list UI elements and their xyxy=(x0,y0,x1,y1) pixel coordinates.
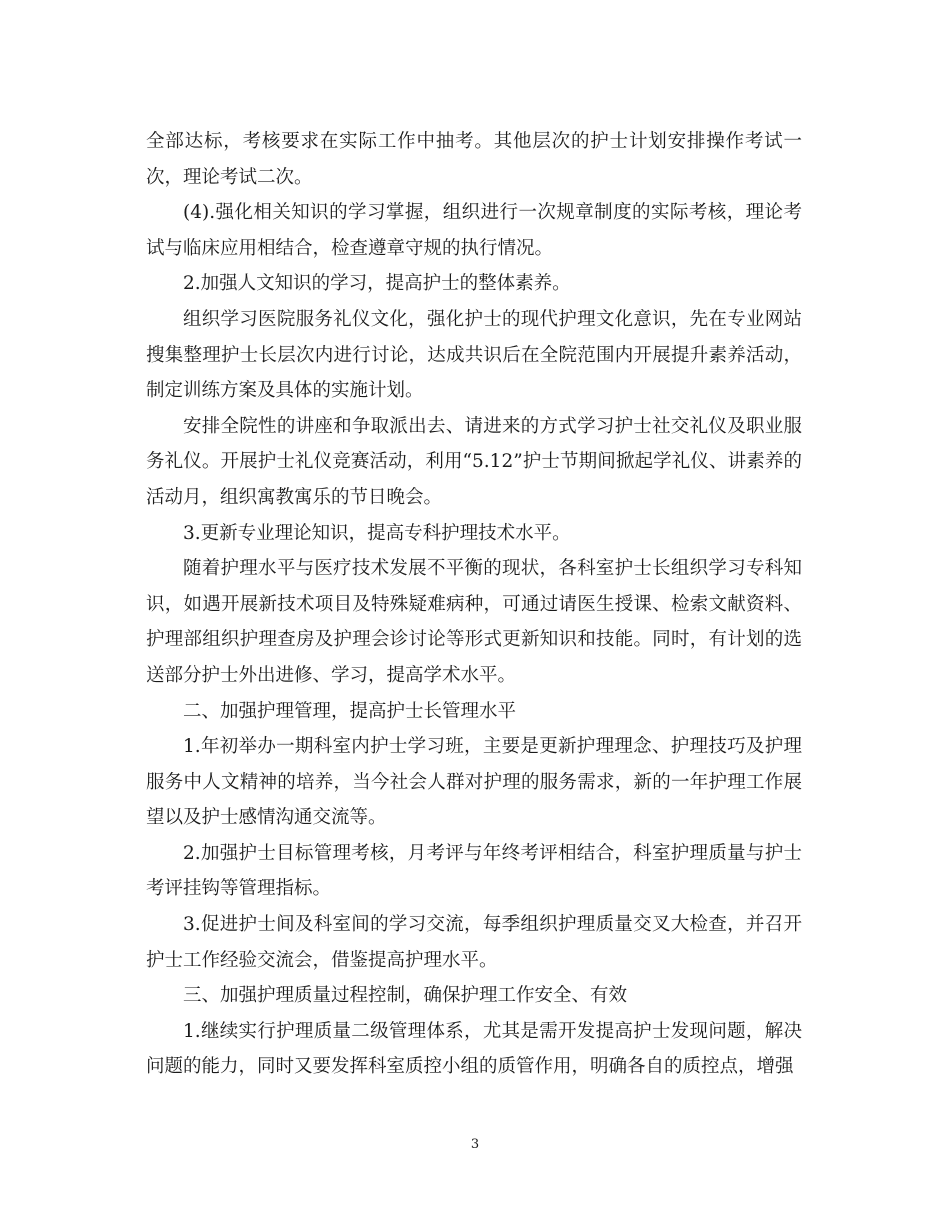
document-body xyxy=(146,124,802,1085)
paragraph: 随着护理水平与医疗技术发展不平衡的现状，各科室护士长组织学习专科知识，如遇开展新技术项目及特殊疑难病种，可通过请医生授课、检索文献资料、护理部组织护理查房及护理会诊讨论等形式更新知识和技能。同时，有计划的选送部分护士外出进修、学习，提高学术水平。 xyxy=(146,558,802,686)
paragraph: 1.年初举办一期科室内护士学习班，主要是更新护理理念、护理技巧及护理服务中人文精神的培养，当今社会人群对护理的服务需求，新的一年护理工作展望以及护士感情沟通交流等。 xyxy=(146,736,802,829)
paragraph: 全部达标，考核要求在实际工作中抽考。其他层次的护士计划安排操作考试一次，理论考试二次。 xyxy=(146,131,802,188)
paragraph: 1.继续实行护理质量二级管理体系，尤其是需开发提高护士发现问题，解决问题的能力，同时又要发挥科室质控小组的质管作用，明确各自的质控点，增强 xyxy=(146,1020,802,1078)
paragraph: (4).强化相关知识的学习掌握，组织进行一次规章制度的实际考核，理论考试与临床应用相结合，检查遵章守规的执行情况。 xyxy=(146,202,802,259)
paragraph: 安排全院性的讲座和争取派出去、请进来的方式学习护士社交礼仪及职业服务礼仪。开展护士礼仪竞赛活动，利用“5.12”护士节期间掀起学礼仪、讲素养的活动月，组织寓教寓乐的节日晚会。 xyxy=(146,415,802,508)
section-heading: 2.加强人文知识的学习，提高护士的整体素养。 xyxy=(183,273,571,295)
page-number: 3 xyxy=(470,1137,480,1152)
paragraph: 3.促进护士间及科室间的学习交流，每季组织护理质量交叉大检查，并召开护士工作经验交流会，借鉴提高护理水平。 xyxy=(146,914,802,971)
section-heading: 二、加强护理管理，提高护士长管理水平 xyxy=(183,700,517,722)
paragraph: 组织学习医院服务礼仪文化，强化护士的现代护理文化意识，先在专业网站搜集整理护士长层次内进行讨论，达成共识后在全院范围内开展提升素养活动，制定训练方案及具体的实施计划。 xyxy=(146,308,802,402)
paragraph: 2.加强护士目标管理考核，月考评与年终考评相结合，科室护理质量与护士考评挂钩等管理指标。 xyxy=(146,842,802,900)
section-heading: 3.更新专业理论知识，提高专科护理技术水平。 xyxy=(183,522,571,544)
section-heading: 三、加强护理质量过程控制，确保护理工作安全、有效 xyxy=(183,985,628,1007)
